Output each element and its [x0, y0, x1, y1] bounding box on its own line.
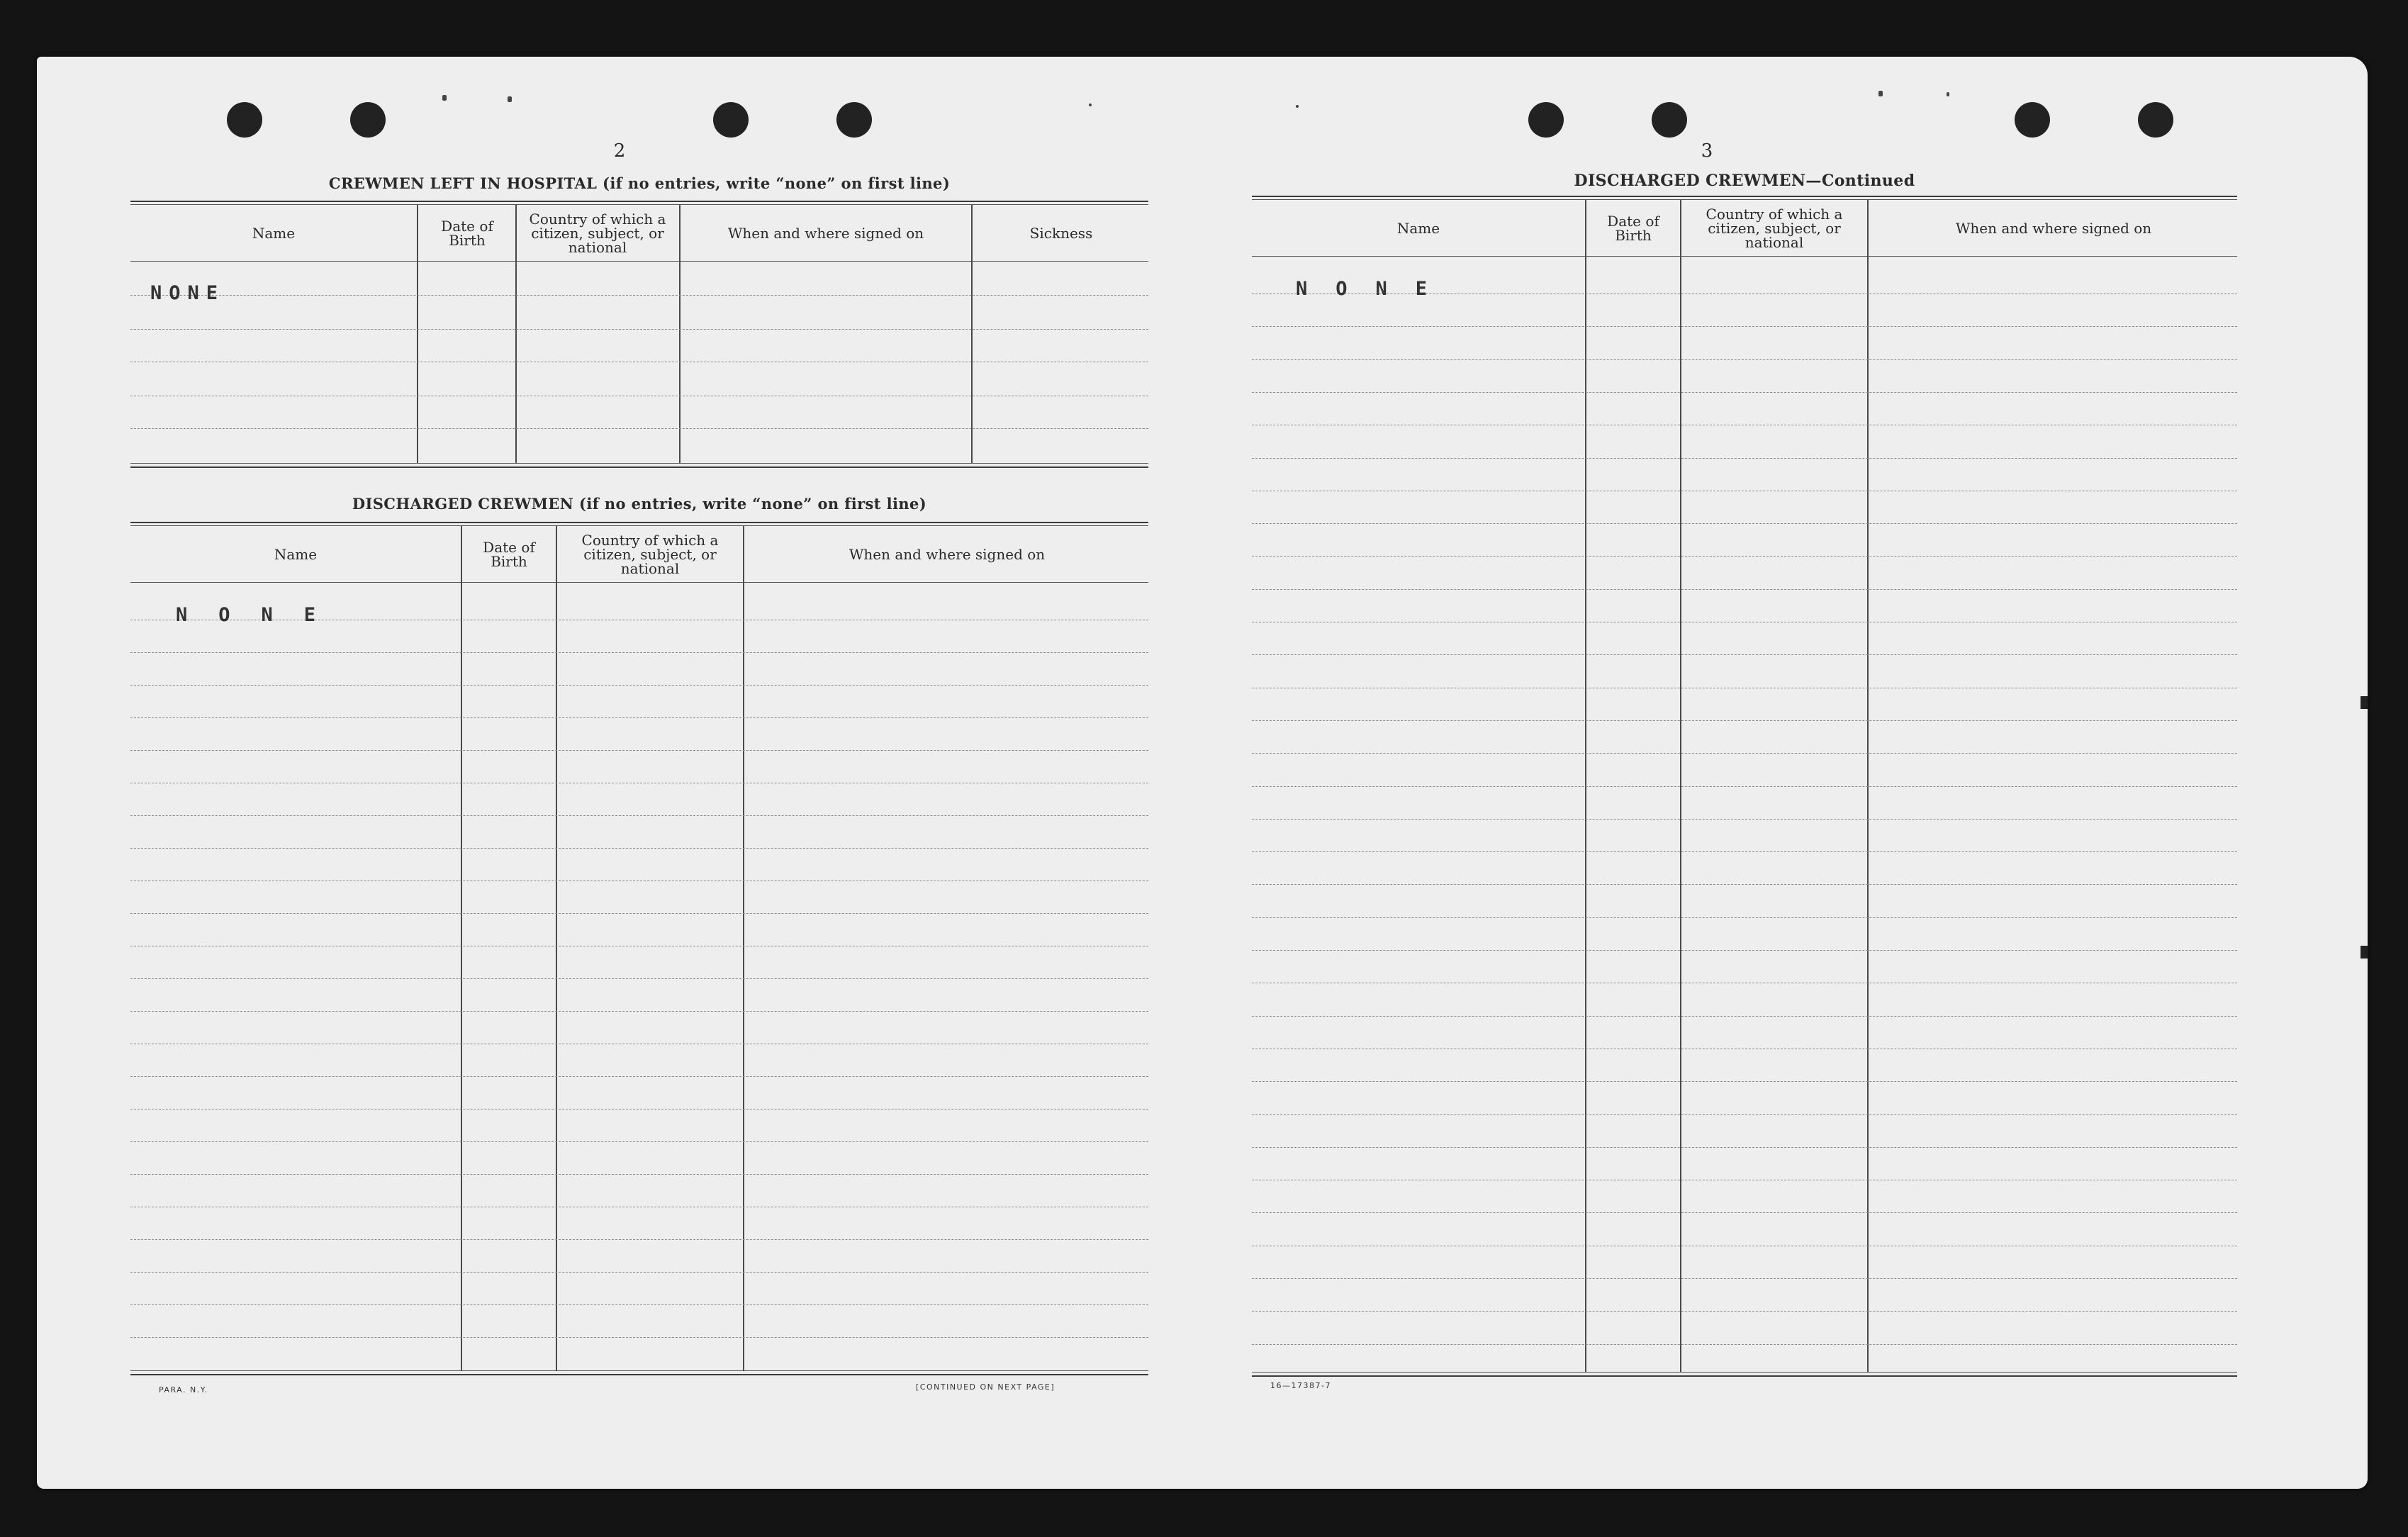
row-rule	[1252, 523, 2237, 524]
row-rule	[130, 1174, 1148, 1175]
row-rule	[130, 978, 1148, 979]
row-rule	[1252, 1278, 2237, 1279]
edge-mark	[2361, 946, 2368, 958]
row-rule	[1252, 359, 2237, 360]
punch-hole	[2015, 102, 2050, 138]
speck	[1296, 105, 1299, 108]
row-rule	[1252, 851, 2237, 852]
none-entry: NONE	[176, 604, 347, 626]
discharged-title-bold: DISCHARGED CREWMEN	[352, 495, 574, 513]
column-header-country: Country of which a citizen, subject, or national	[581, 532, 719, 577]
row-rule	[1252, 1344, 2237, 1345]
row-rule	[1252, 917, 2237, 918]
row-rule	[130, 750, 1148, 751]
row-rule	[1252, 1016, 2237, 1017]
punch-hole	[1652, 102, 1687, 138]
row-rule	[1252, 1114, 2237, 1115]
row-rule	[1252, 392, 2237, 393]
row-rule	[1252, 950, 2237, 951]
punch-hole	[713, 102, 749, 138]
row-rule	[130, 848, 1148, 849]
speck	[508, 96, 512, 102]
row-rule	[130, 1076, 1148, 1077]
discharged-continued-title: DISCHARGED CREWMEN—Continued	[1574, 172, 1915, 190]
edge-mark	[2361, 696, 2368, 709]
row-rule	[1252, 1311, 2237, 1312]
row-rule	[1252, 1081, 2237, 1082]
row-rule	[130, 913, 1148, 914]
column-header-name: Name	[252, 225, 296, 242]
row-rule	[1252, 556, 2237, 557]
none-entry: NONE	[1296, 278, 1456, 300]
speck	[1947, 92, 1949, 96]
row-rule	[1252, 326, 2237, 327]
column-header-date-of-birth: Date of Birth	[1607, 213, 1659, 244]
row-rule	[1252, 819, 2237, 820]
row-rule	[1252, 720, 2237, 721]
row-rule	[1252, 458, 2237, 459]
punch-hole	[227, 102, 262, 138]
column-header-name: Name	[1396, 220, 1440, 237]
row-rule	[130, 1011, 1148, 1012]
row-rule	[130, 1109, 1148, 1110]
speck	[442, 95, 447, 101]
speck	[1878, 91, 1883, 96]
page-number: 3	[1701, 140, 1713, 162]
row-rule	[130, 1141, 1148, 1142]
footer-printer-mark: PARA. N.Y.	[159, 1385, 208, 1395]
row-rule	[1252, 1147, 2237, 1148]
punch-hole	[836, 102, 872, 138]
column-header-sickness: Sickness	[1029, 225, 1093, 242]
column-header-country: Country of which a citizen, subject, or national	[1706, 206, 1843, 251]
column-header-date-of-birth: Date of Birth	[441, 218, 493, 249]
column-header-signed-on: When and where signed on	[727, 225, 924, 242]
hospital-title-note: (if no entries, write “none” on first line)	[597, 174, 951, 192]
column-header-signed-on: When and where signed on	[1955, 220, 2152, 237]
page-number: 2	[613, 140, 626, 162]
row-rule	[1252, 1212, 2237, 1213]
row-rule	[130, 1272, 1148, 1273]
row-rule	[1252, 654, 2237, 655]
none-entry: NONE	[150, 282, 225, 304]
row-rule	[130, 1239, 1148, 1240]
punch-hole	[350, 102, 386, 138]
row-rule	[130, 1304, 1148, 1305]
column-header-signed-on: When and where signed on	[849, 546, 1046, 563]
row-rule	[1252, 884, 2237, 885]
speck	[1089, 104, 1092, 106]
row-rule	[130, 717, 1148, 718]
footer-continued-note: [CONTINUED ON NEXT PAGE]	[916, 1382, 1055, 1392]
discharged-section-title	[130, 495, 1148, 513]
punch-hole	[2138, 102, 2173, 138]
row-rule	[130, 815, 1148, 816]
hospital-section-title	[130, 174, 1148, 192]
row-rule	[1252, 786, 2237, 787]
form-sheet	[37, 57, 2368, 1489]
row-rule	[130, 685, 1148, 686]
column-header-country: Country of which a citizen, subject, or national	[529, 211, 666, 256]
column-header-date-of-birth: Date of Birth	[483, 539, 535, 570]
row-rule	[1252, 589, 2237, 590]
punch-hole	[1528, 102, 1564, 138]
footer-form-number: 16—17387-7	[1270, 1381, 1331, 1390]
discharged-title-note: (if no entries, write “none” on first line)	[573, 495, 927, 513]
row-rule	[130, 652, 1148, 653]
hospital-title-bold: CREWMEN LEFT IN HOSPITAL	[328, 174, 598, 192]
column-header-name: Name	[274, 546, 318, 563]
row-rule	[130, 1337, 1148, 1338]
row-rule	[1252, 753, 2237, 754]
